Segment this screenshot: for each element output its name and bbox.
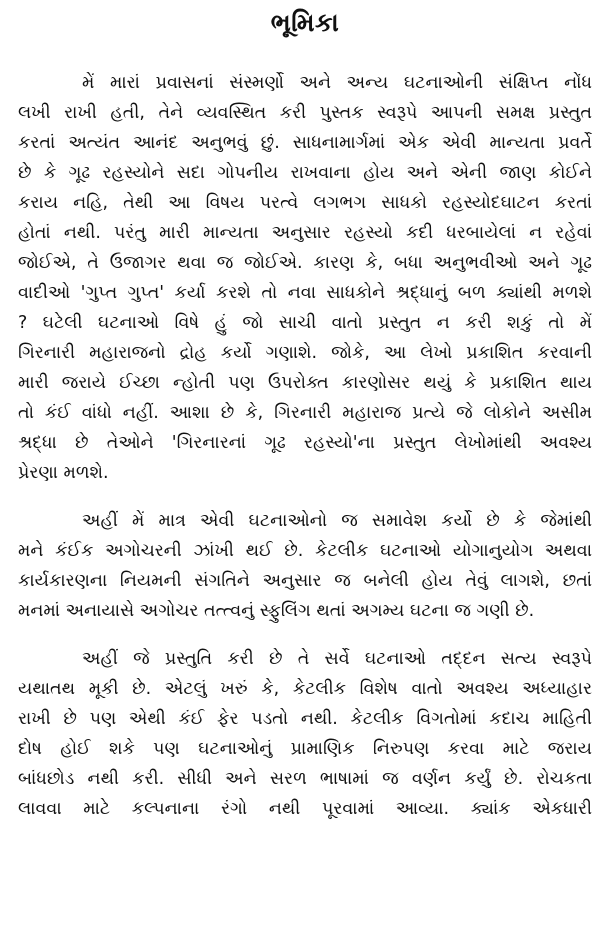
page-title: ભૂમિકા xyxy=(270,8,340,37)
text-line: કાર્યકારણના નિયમની સંગતિને અનુસાર જ બનેલી હોય તેવું લાગશે, છતાં xyxy=(18,571,592,591)
text-line: અહીં મેં માત્ર એવી ઘટનાઓનો જ સમાવેશ કર્યો છે કે જેમાંથી xyxy=(82,511,592,531)
text-line: રાખી છે પણ એથી કંઈ ફેર પડતો નથી. કેટલીક વિગતોમાં કદાચ માહિતી xyxy=(18,709,592,729)
text-line: મારી જરાયે ઈચ્છા ન્હોતી પણ ઉપરોક્ત કારણોસર થયું કે પ્રકાશિત થાય xyxy=(18,373,592,393)
text-line: મેં મારાં પ્રવાસનાં સંસ્મર્ણો અને અન્ય ઘટનાઓની સંક્ષિપ્ત નોંધ xyxy=(82,73,592,93)
text-line: છે કે ગૂઢ રહસ્યોને સદા ગોપનીય રાખવાના હોય અને એની જાણ કોઈને xyxy=(18,163,592,183)
paragraph-gap xyxy=(18,488,592,506)
text-line: મનમાં અનાયાસે અગોચર તત્ત્વનું સ્ફુલિંગ થતાં અગમ્ય ઘટના જ ગણી છે. xyxy=(18,601,535,621)
paragraph-gap xyxy=(18,626,592,644)
text-line: યથાતથ મૂકી છે. એટલું ખરું કે, કેટલીક વિશેષ વાતો અવશ્ય અધ્યાહાર xyxy=(18,679,592,699)
text-line: હોતાં નથી. પરંતુ મારી માન્યતા અનુસાર રહસ્યો કદી ધરબાયેલાં ન રહેવાં xyxy=(18,223,592,243)
text-line: પ્રેરણા મળશે. xyxy=(18,463,109,483)
paragraph xyxy=(18,644,592,824)
text-line: વાદીઓ 'ગુપ્ત ગુપ્ત' કર્યા કરશે તો નવા સાધકોને શ્રદ્ધાનું બળ ક્યાંથી મળશે xyxy=(18,283,592,303)
text-line: અહીં જે પ્રસ્તુતિ કરી છે તે સર્વે ઘટનાઓ તદ્દન સત્ય સ્વરૂપે xyxy=(82,649,592,669)
paragraph xyxy=(18,506,592,626)
text-line: કરાય નહિ, તેથી આ વિષય પરત્વે લગભગ સાધકો રહસ્યોદઘાટન કરતાં xyxy=(18,193,592,213)
text-line: દોષ હોઈ શકે પણ ઘટનાઓનું પ્રામાણિક નિરુપણ કરવા માટે જરાય xyxy=(18,739,592,759)
text-line: શ્રદ્ધા છે તેઓને 'ગિરનારનાં ગૂઢ રહસ્યો'ના પ્રસ્તુત લેખોમાંથી અવશ્ય xyxy=(18,433,592,453)
paragraph xyxy=(18,68,592,488)
text-line: બાંધછોડ નથી કરી. સીધી અને સરળ ભાષામાં જ વર્ણન કર્યું છે. રોચકતા xyxy=(18,769,592,789)
text-line: ? ઘટેલી ઘટનાઓ વિષે હું જો સાચી વાતો પ્રસ્તુત ન કરી શકું તો મેં xyxy=(18,313,592,333)
text-line: કરતાં અત્યંત આનંદ અનુભવું છું. સાધનામાર્ગમાં એક એવી માન્યતા પ્રવર્તે xyxy=(18,133,592,153)
text-line: લાવવા માટે કલ્પનાના રંગો નથી પૂરવામાં આવ્યા. ક્યાંક એકધારી xyxy=(18,799,592,819)
text-line: મને કંઈક અગોચરની ઝાંખી થઈ છે. કેટલીક ઘટનાઓ યોગાનુયોગ અથવા xyxy=(18,541,592,561)
text-line: લખી રાખી હતી, તેને વ્યવસ્થિત કરી પુસ્તક સ્વરૂપે આપની સમક્ષ પ્રસ્તુત xyxy=(18,103,592,123)
text-line: ગિરનારી મહારાજનો દ્રોહ કર્યો ગણાશે. જોકે, આ લેખો પ્રકાશિત કરવાની xyxy=(18,343,592,363)
text-line: જોઈએ, તે ઉજાગર થવા જ જોઈએ. કારણ કે, બધા અનુભવીઓ અને ગૂઢ xyxy=(18,253,592,273)
body-text xyxy=(18,68,592,824)
text-line: તો કંઈ વાંધો નહીં. આશા છે કે, ગિરનારી મહારાજ પ્રત્યે જે લોકોને અસીમ xyxy=(18,403,592,423)
